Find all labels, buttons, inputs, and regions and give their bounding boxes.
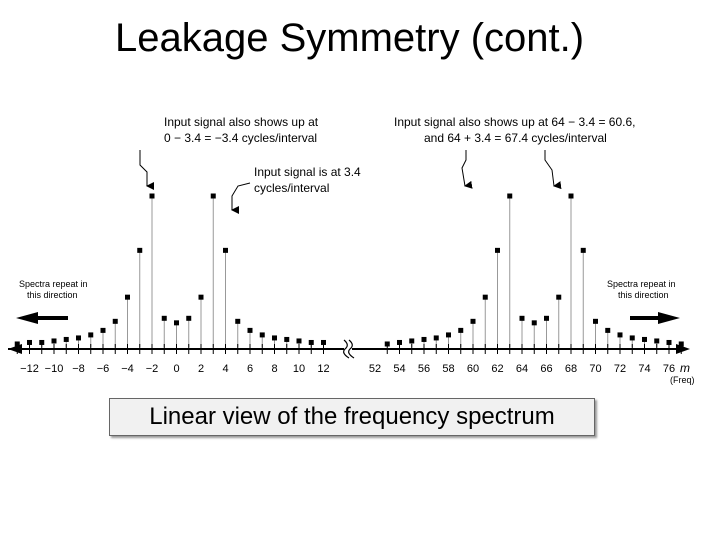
stem-marker	[507, 194, 512, 199]
stem-group	[15, 194, 684, 348]
stem-marker	[186, 316, 191, 321]
stem-marker	[593, 319, 598, 324]
caption-box: Linear view of the frequency spectrum	[109, 398, 595, 436]
x-tick-label: −4	[121, 363, 134, 375]
stem-marker	[248, 328, 253, 333]
stem-marker	[174, 320, 179, 325]
stem-marker	[235, 319, 240, 324]
pos-image-arrow-right	[545, 150, 554, 186]
stem-marker	[199, 295, 204, 300]
stem-marker	[434, 335, 439, 340]
x-tick-label: −2	[145, 363, 159, 375]
x-tick-label: 8	[271, 363, 278, 375]
slide-title: Leakage Symmetry (cont.)	[115, 16, 585, 60]
axis-break-mark-1	[344, 340, 349, 358]
x-tick-label: −10	[44, 363, 64, 375]
x-tick-label: 0	[173, 363, 180, 375]
repeat-left-arrow	[16, 312, 68, 324]
stem-marker	[137, 248, 142, 253]
stem-marker	[125, 295, 130, 300]
stem-marker	[284, 337, 289, 342]
x-tick-label: 68	[564, 363, 578, 375]
x-tick-label: 56	[417, 363, 431, 375]
pos-image-note-2: and 64 + 3.4 = 67.4 cycles/interval	[424, 131, 607, 145]
stem-marker	[458, 328, 463, 333]
x-tick-label: 76	[662, 363, 676, 375]
x-tick-label: 52	[368, 363, 382, 375]
left-repeat-label-2: this direction	[27, 290, 78, 300]
stem-marker	[520, 316, 525, 321]
stem-marker	[630, 335, 635, 340]
stem-marker	[409, 338, 414, 343]
input-arrow	[232, 183, 250, 210]
stem-marker	[211, 194, 216, 199]
x-tick-label: 2	[197, 363, 205, 375]
stem-marker	[260, 332, 265, 337]
stem-marker	[654, 338, 659, 343]
x-tick-label: 74	[638, 363, 651, 375]
stem-marker	[297, 338, 302, 343]
pos-image-arrow-left	[462, 150, 466, 186]
axis-variable-label: m	[680, 361, 690, 375]
stem-marker	[101, 328, 106, 333]
stem-marker	[150, 194, 155, 199]
neg-image-arrow	[140, 150, 147, 186]
stem-marker	[272, 335, 277, 340]
x-tick-label: 70	[589, 363, 602, 375]
x-tick-label: 6	[246, 363, 254, 375]
input-note-1: Input signal is at 3.4	[254, 165, 361, 179]
x-tick-label: 72	[613, 363, 627, 375]
stem-marker	[88, 332, 93, 337]
x-tick-label: −12	[20, 363, 39, 375]
x-tick-label: 12	[317, 363, 330, 375]
x-tick-label: 58	[442, 363, 455, 375]
stem-marker	[581, 248, 586, 253]
stem-marker	[544, 316, 549, 321]
stem-marker	[495, 248, 500, 253]
x-tick-label: 64	[515, 363, 529, 375]
stem-marker	[483, 295, 488, 300]
stem-marker	[223, 248, 228, 253]
stem-marker	[605, 328, 610, 333]
stem-marker	[642, 337, 647, 342]
repeat-right-arrow	[630, 312, 680, 324]
x-tick-label: 10	[292, 363, 306, 375]
left-repeat-label-1: Spectra repeat in	[19, 279, 88, 289]
stem-marker	[162, 316, 167, 321]
stem-marker	[113, 319, 118, 324]
stem-marker	[422, 337, 427, 342]
stem-marker	[446, 332, 451, 337]
stem-marker	[532, 320, 537, 325]
stem-marker	[52, 338, 57, 343]
stem-marker	[556, 295, 561, 300]
neg-image-note-2: 0 − 3.4 = −3.4 cycles/interval	[164, 131, 318, 145]
stem-marker	[471, 319, 476, 324]
x-tick-label: 62	[491, 363, 504, 375]
x-tick-label: 60	[466, 363, 480, 375]
right-repeat-label-2: this direction	[618, 290, 669, 300]
right-repeat-label-1: Spectra repeat in	[607, 279, 676, 289]
stem-marker	[76, 335, 81, 340]
neg-image-note-1: Input signal also shows up at	[164, 115, 319, 129]
x-tick-label: 66	[540, 363, 553, 375]
pos-image-note-1: Input signal also shows up at 64 − 3.4 = 60.6,	[394, 115, 636, 129]
stem-marker	[618, 332, 623, 337]
stem-marker	[569, 194, 574, 199]
input-note-2: cycles/interval	[254, 181, 330, 195]
x-tick-label: −6	[96, 363, 110, 375]
stem-marker	[64, 337, 69, 342]
x-tick-label: 4	[222, 363, 229, 375]
x-tick-label: 54	[393, 363, 406, 375]
x-tick-label: −8	[72, 363, 85, 375]
axis-unit-label: (Freq)	[670, 375, 695, 385]
